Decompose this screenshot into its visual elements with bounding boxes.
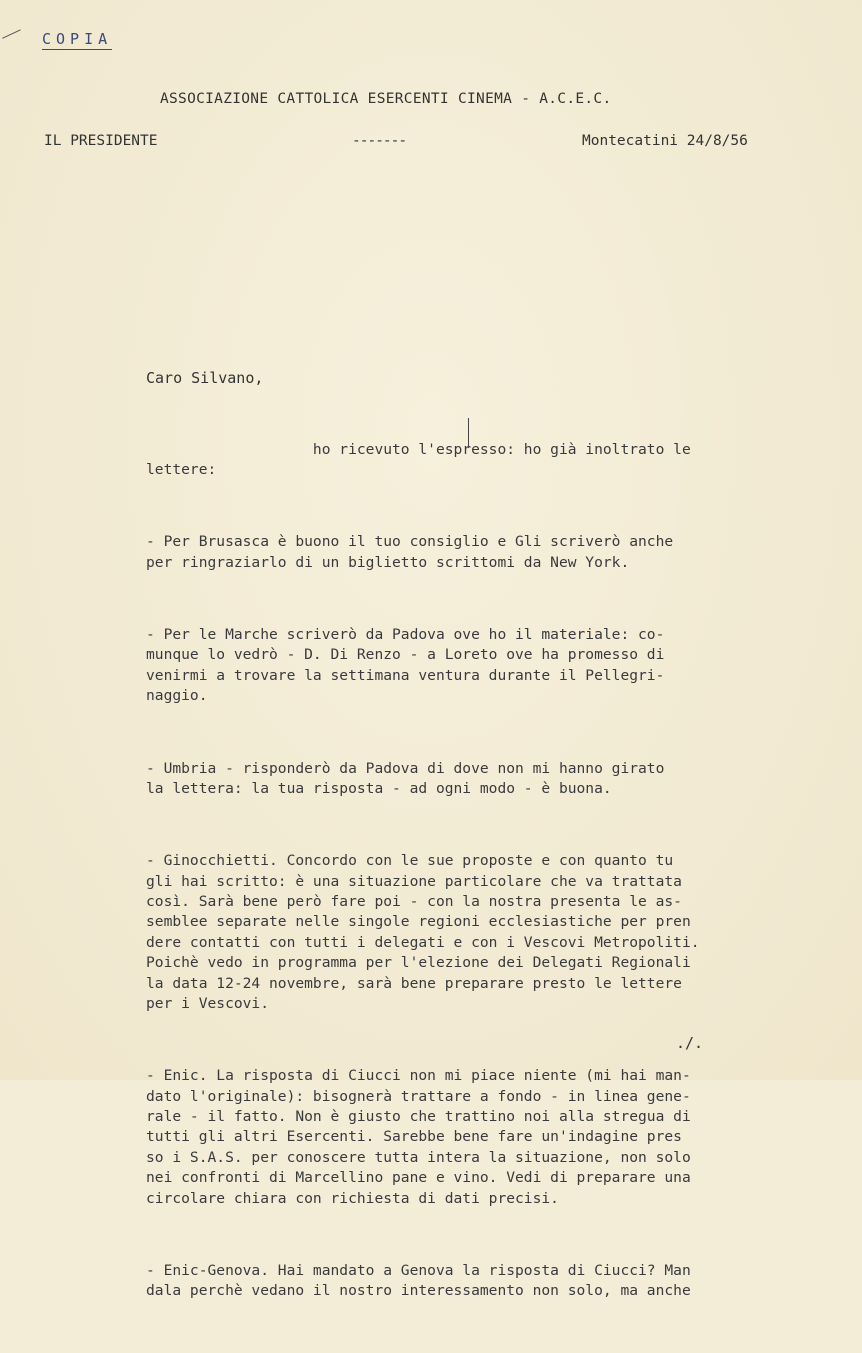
sender-title: IL PRESIDENTE bbox=[44, 133, 158, 149]
header-separator: ------- bbox=[352, 133, 407, 149]
place-date: Montecatini 24/8/56 bbox=[582, 133, 748, 149]
paragraph-enic: - Enic. La risposta di Ciucci non mi piace niente (mi hai man- dato l'originale): bisognerà trattare a fondo - in linea gene- rale - il fatto. Non è giusto che trattino noi alla stregua di tutti gli altri Esercenti. Sarebbe bene fare un'indagine pres so i S.A.S. per conoscere tutta intera la situazione, non solo nei confronti di Marcellino pane e vino. Vedi di preparare una circolare chiara con richiesta di dati precisi. bbox=[146, 1067, 691, 1207]
paragraph-ginocchietti: - Ginocchietti. Concordo con le sue proposte e con quanto tu gli hai scritto: è una situazione particolare che va trattata così. Sarà bene però fare poi - con la nostra presenta le as- semblee separate nelle singole regioni ecclesiastiche per pren dere contatti con tutti i delegati e con i Vescovi Metropoliti. Poichè vedo in programma per l'elezione dei Delegati Regionali la data 12-24 novembre, sarà bene preparare presto le lettere per i Vescovi. bbox=[146, 852, 700, 1012]
continuation-marker: ./. bbox=[676, 1034, 704, 1052]
paragraph-marche: - Per le Marche scriverò da Padova ove ho il materiale: co- munque lo vedrò - D. Di Renzo - a Loreto ove ha promesso di venirmi a trovare la settimana ventura durante il Pellegri- naggio. bbox=[146, 626, 665, 705]
copy-stamp: COPIA bbox=[42, 30, 113, 48]
pencil-mark bbox=[2, 29, 26, 49]
salutation: Caro Silvano, bbox=[146, 369, 264, 387]
paragraph-umbria: - Umbria - risponderò da Padova di dove non mi hanno girato la lettera: la tua risposta - ad ogni modo - è buona. bbox=[146, 759, 665, 797]
letter-body bbox=[146, 399, 816, 1353]
paragraph-intro: ho ricevuto l'espresso: ho già inoltrato le lettere: bbox=[146, 440, 691, 479]
association-name: ASSOCIAZIONE CATTOLICA ESERCENTI CINEMA - A.C.E.C. bbox=[160, 91, 612, 107]
paragraph-enic-genova: - Enic-Genova. Hai mandato a Genova la risposta di Ciucci? Man dala perchè vedano il nostro interessamento non solo, ma anche bbox=[146, 1261, 691, 1300]
paragraph-brusasca: - Per Brusasca è buono il tuo consiglio e Gli scriverò anche per ringraziarlo di un biglietto scrittomi da New York. bbox=[146, 533, 674, 571]
